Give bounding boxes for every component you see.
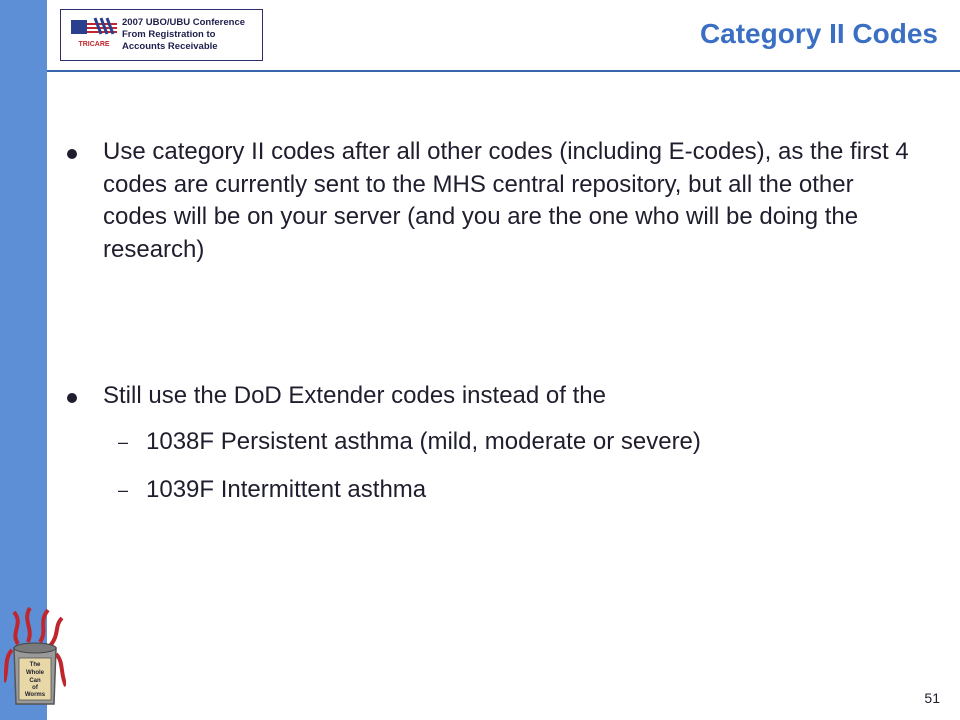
tricare-logo-text: TRICARE — [78, 41, 110, 48]
bullet-item-2 — [103, 380, 913, 413]
conference-line-3: Accounts Receivable — [122, 41, 218, 52]
dash-marker: – — [118, 480, 129, 500]
conference-line-1: 2007 UBO/UBU Conference — [122, 17, 246, 28]
can-logo-word-2: Whole — [26, 670, 44, 676]
sub-item-2 — [118, 474, 926, 506]
whole-can-of-worms-logo — [4, 604, 66, 708]
header-divider — [47, 70, 960, 72]
bullet-item-1 — [103, 136, 913, 266]
sub-item-1 — [118, 426, 926, 458]
dash-marker: – — [118, 432, 129, 452]
can-logo-word-1: The — [29, 662, 41, 668]
sub-item-text-1: 1038F Persistent asthma (mild, moderate or severe) — [146, 428, 701, 455]
page-number: 51 — [924, 690, 940, 706]
can-logo-word-3: Can — [29, 678, 41, 684]
bullet-text-2: Still use the DoD Extender codes instead of the — [103, 382, 606, 409]
bullet-text-1: Use category II codes after all other codes (including E-codes), as the first 4 codes are currently sent to the MHS central repository, but all the other codes will be on your server (and you are the one who will be doing the research) — [103, 138, 909, 263]
sub-item-text-2: 1039F Intermittent asthma — [146, 476, 427, 503]
conference-line-2: From Registration to — [122, 29, 216, 40]
bullet-dot — [67, 149, 77, 159]
conference-caption — [122, 17, 262, 53]
conference-banner — [60, 9, 263, 61]
can-logo-word-5: Worms — [24, 692, 46, 698]
bullet-dot — [67, 393, 77, 403]
slide-title: Category II Codes — [699, 18, 938, 49]
tricare-logo — [65, 14, 123, 54]
can-logo-word-4: of — [32, 685, 38, 691]
